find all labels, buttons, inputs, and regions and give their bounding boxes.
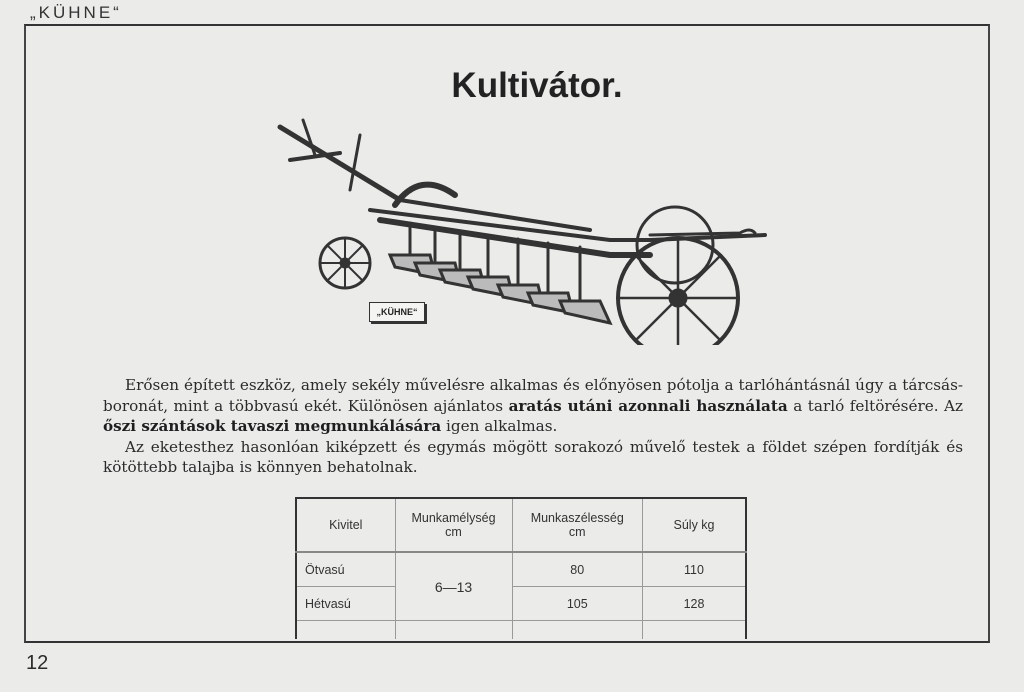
table-header-row xyxy=(296,498,746,552)
header-suly: Súly kg xyxy=(643,498,747,552)
rear-wheel-icon xyxy=(618,207,738,345)
cell-munkamelyseg: 6—13 xyxy=(395,552,512,621)
spacer-cell xyxy=(296,621,395,640)
text-run: Erősen épített eszköz, amely sekély művelésre alkalmas és előnyösen pótolja a tarlóhántásnál úgy a tárcsás-boronát, mint a többvasú ekét. Különösen ajánlatos xyxy=(103,376,963,415)
emphasis-text: őszi szántások tavaszi megmunkálására xyxy=(103,417,442,435)
spacer-cell xyxy=(643,621,747,640)
header-munkaszelesseg: Munkaszélesség cm xyxy=(512,498,643,552)
cell-kivitel: Ötvasú xyxy=(296,552,395,587)
cell-munkaszelesseg: 105 xyxy=(512,587,643,621)
paragraph-2: Az eketesthez hasonlóan kiképzett és egymás mögött sorakozó művelő testek a földet szépen fordítják és kötöttebb talajba is könnyen behatolnak. xyxy=(103,437,963,476)
cell-suly: 110 xyxy=(643,552,747,587)
cell-munkaszelesseg: 80 xyxy=(512,552,643,587)
brand-plate: „KÜHNE“ xyxy=(369,302,425,322)
spacer-cell xyxy=(395,621,512,640)
spacer-cell xyxy=(512,621,643,640)
emphasis-text: aratás utáni azonnali használata xyxy=(508,396,788,415)
paragraph-1 xyxy=(103,375,963,437)
text-run: igen alkalmas. xyxy=(441,417,558,435)
cultivator-drawing xyxy=(280,120,765,345)
running-head: „KÜHNE“ xyxy=(30,3,122,22)
header-kivitel: Kivitel xyxy=(296,498,395,552)
page-title: Kultivátor. xyxy=(451,66,623,105)
description-text xyxy=(103,375,963,478)
cultivator-illustration xyxy=(270,115,770,345)
cell-kivitel: Hétvasú xyxy=(296,587,395,621)
page-number: 12 xyxy=(26,652,49,674)
spec-table xyxy=(295,497,747,639)
table-spacer-row xyxy=(296,621,746,640)
text-run: a tarló feltörésére. Az xyxy=(787,396,963,415)
header-munkamelyseg: Munkamélység cm xyxy=(395,498,512,552)
table-row xyxy=(296,552,746,587)
cell-suly: 128 xyxy=(643,587,747,621)
table-row xyxy=(296,587,746,621)
front-wheel-icon xyxy=(320,238,370,288)
